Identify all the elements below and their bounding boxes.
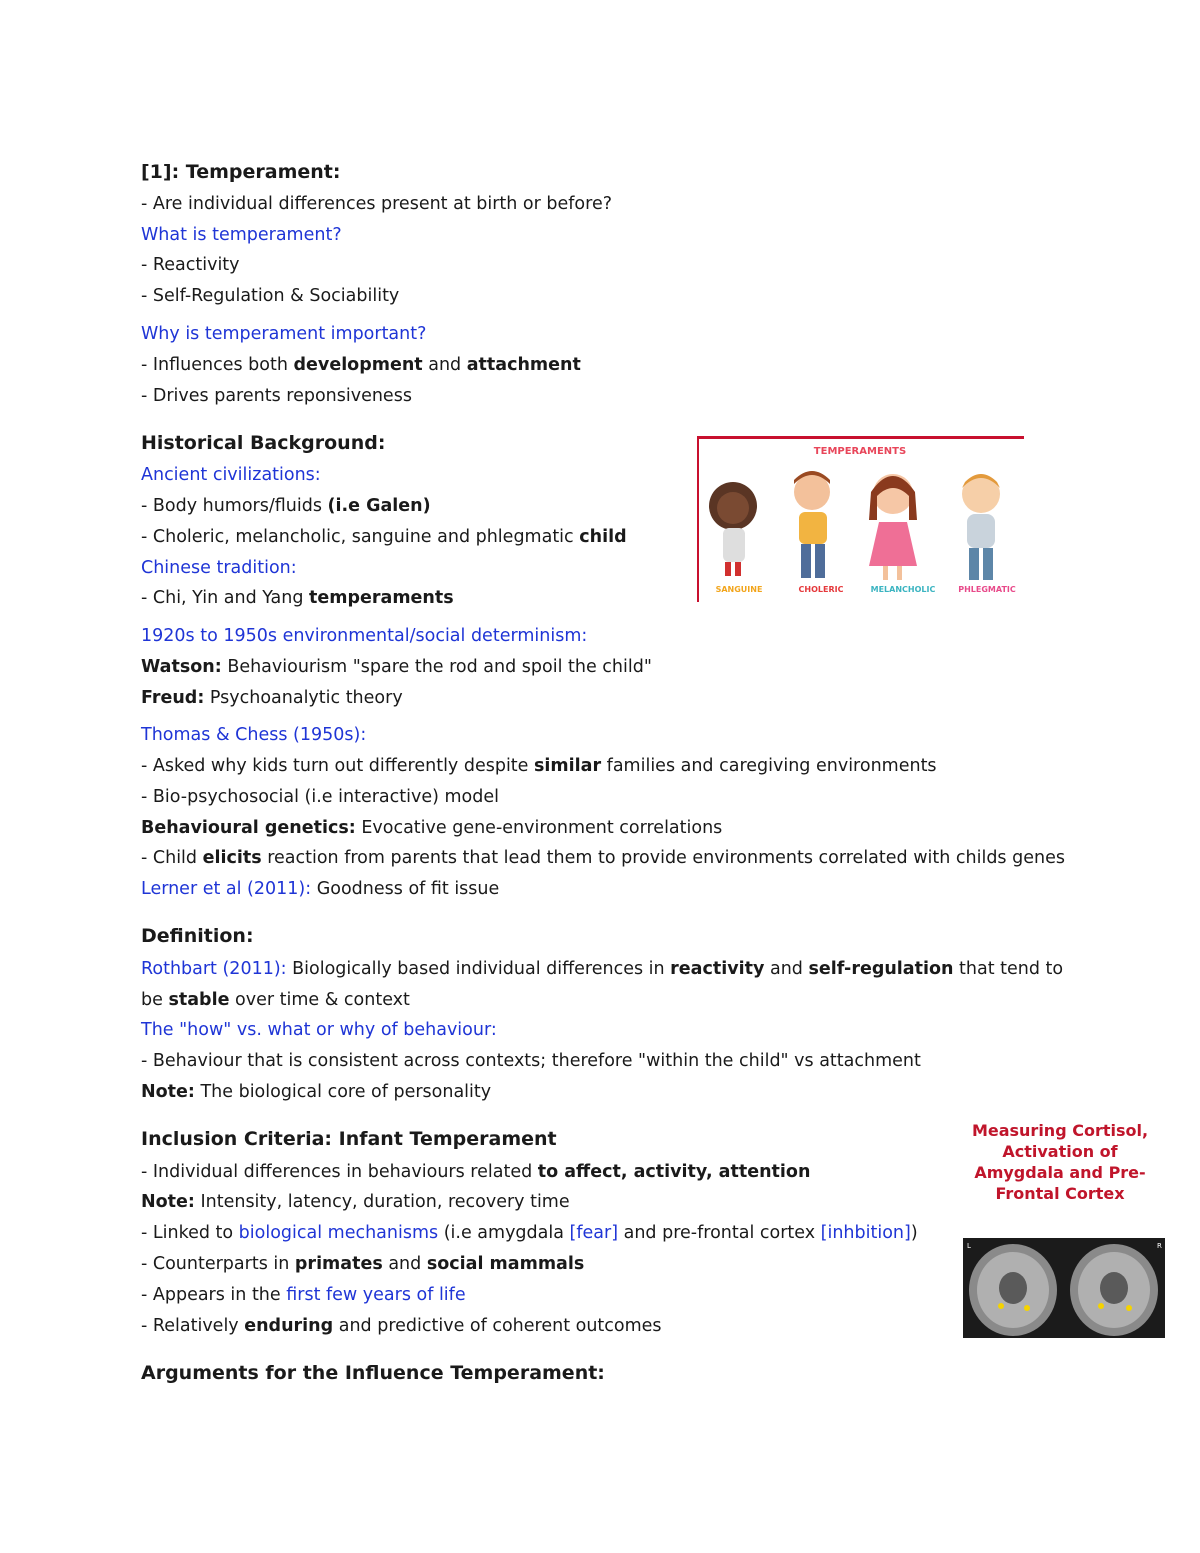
- section-heading-historical: Historical Background:: [141, 432, 386, 454]
- section-heading-arguments: Arguments for the Influence Temperament:: [141, 1362, 605, 1384]
- figure-title: TEMPERAMENTS: [813, 446, 907, 457]
- list-item: - Bio-psychosocial (i.e interactive) model: [141, 787, 499, 807]
- brain-scan-image: [963, 1238, 1165, 1338]
- subheading-environmental: 1920s to 1950s environmental/social determinism:: [141, 626, 588, 646]
- list-item: - Choleric, melancholic, sanguine and phlegmatic child: [141, 527, 627, 547]
- text-line: Rothbart (2011): Biologically based individual differences in reactivity and self-regulation that tend to: [141, 959, 1064, 979]
- text-line: Lerner et al (2011): Goodness of fit issue: [141, 879, 500, 899]
- list-item: - Asked why kids turn out differently despite similar families and caregiving environments: [141, 756, 937, 776]
- temperaments-figure: [697, 436, 1024, 602]
- subheading-how: The "how" vs. what or why of behaviour:: [141, 1020, 497, 1040]
- list-item: - Drives parents reponsiveness: [141, 386, 412, 406]
- subheading-chinese: Chinese tradition:: [141, 558, 297, 578]
- cortisol-figure: [960, 1120, 1160, 1340]
- activation-spot: [1024, 1305, 1030, 1311]
- label-sanguine: SANGUINE: [715, 585, 763, 594]
- subheading-thomas-chess: Thomas & Chess (1950s):: [141, 725, 367, 745]
- label-choleric: CHOLERIC: [798, 585, 844, 594]
- section-heading-temperament: [1]: Temperament:: [141, 161, 341, 183]
- label-melancholic: MELANCHOLIC: [870, 585, 936, 594]
- list-item: - Behaviour that is consistent across contexts; therefore "within the child" vs attachment: [141, 1051, 921, 1071]
- subheading-ancient: Ancient civilizations:: [141, 465, 321, 485]
- list-item: - Individual differences in behaviours related to affect, activity, attention: [141, 1162, 811, 1182]
- list-item: - Self-Regulation & Sociability: [141, 286, 400, 306]
- subheading-what: What is temperament?: [141, 225, 342, 245]
- temperaments-illustration: [697, 436, 1024, 602]
- text-line: Watson: Behaviourism "spare the rod and spoil the child": [141, 657, 652, 677]
- activation-spot: [998, 1303, 1004, 1309]
- list-item: - Reactivity: [141, 255, 240, 275]
- list-item: - Child elicits reaction from parents that lead them to provide environments correlated with childs genes: [141, 848, 1065, 868]
- text-line: Note: The biological core of personality: [141, 1082, 492, 1102]
- list-item: - Counterparts in primates and social mammals: [141, 1254, 585, 1274]
- list-item: - Body humors/fluids (i.e Galen): [141, 496, 431, 516]
- question-line: - Are individual differences present at birth or before?: [141, 194, 612, 214]
- activation-spot: [1098, 1303, 1104, 1309]
- text-line: be stable over time & context: [141, 990, 410, 1010]
- text-line: Freud: Psychoanalytic theory: [141, 688, 403, 708]
- section-heading-inclusion: Inclusion Criteria: Infant Temperament: [141, 1128, 557, 1150]
- list-item: - Relatively enduring and predictive of coherent outcomes: [141, 1316, 662, 1336]
- section-heading-definition: Definition:: [141, 925, 254, 947]
- scan-mark-left: L: [967, 1242, 971, 1250]
- list-item: - Chi, Yin and Yang temperaments: [141, 588, 454, 608]
- label-phlegmatic: PHLEGMATIC: [958, 585, 1016, 594]
- activation-spot: [1126, 1305, 1132, 1311]
- list-item: - Appears in the first few years of life: [141, 1285, 466, 1305]
- cortisol-figure-title: Measuring Cortisol, Activation of Amygdala and Pre- Frontal Cortex: [971, 1121, 1149, 1203]
- text-line: Behavioural genetics: Evocative gene-environment correlations: [141, 818, 723, 838]
- list-item: - Linked to biological mechanisms (i.e amygdala [fear] and pre-frontal cortex [inhbition]): [141, 1223, 918, 1243]
- list-item: - Influences both development and attachment: [141, 355, 581, 375]
- scan-mark-right: R: [1157, 1242, 1162, 1250]
- text-line: Note: Intensity, latency, duration, recovery time: [141, 1192, 570, 1212]
- subheading-why: Why is temperament important?: [141, 324, 427, 344]
